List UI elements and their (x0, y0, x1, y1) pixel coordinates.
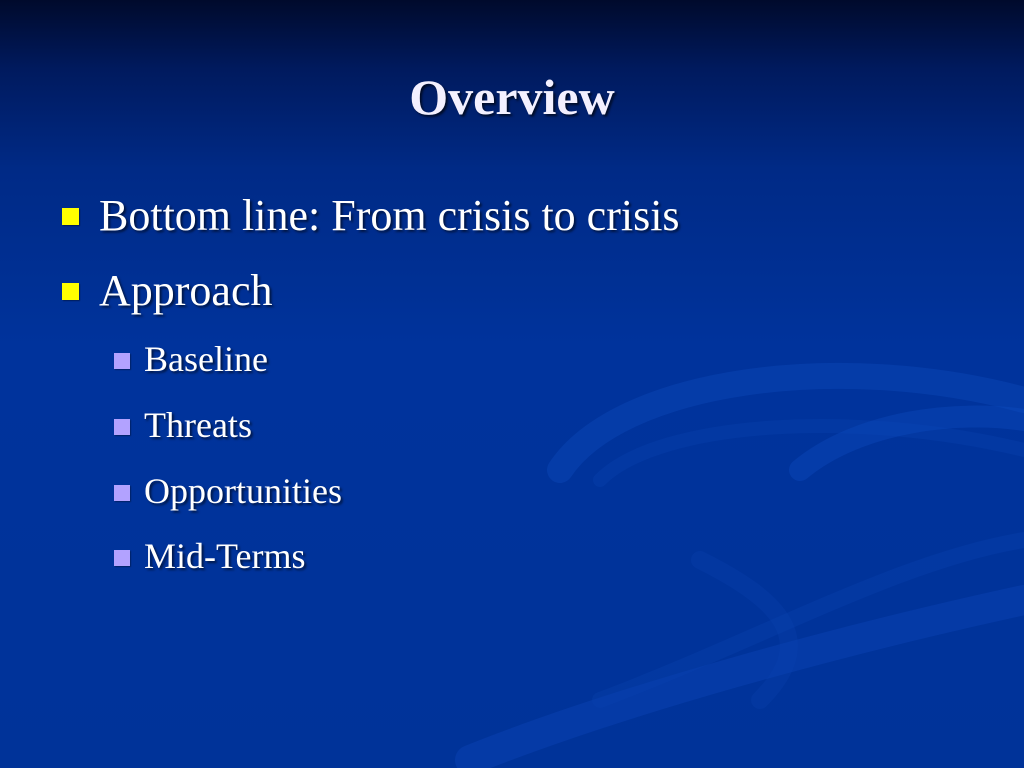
sub-bullet-item-opportunities (114, 468, 342, 514)
bullet-text: Baseline (144, 339, 268, 379)
sub-bullet-item-mid-terms (114, 533, 305, 579)
square-bullet-icon (114, 419, 130, 435)
square-bullet-icon (114, 485, 130, 501)
bullet-text: Approach (99, 266, 273, 315)
square-bullet-icon (62, 208, 79, 225)
square-bullet-icon (114, 353, 130, 369)
sub-bullet-item-baseline (114, 336, 268, 382)
bullet-text: Bottom line: From crisis to crisis (99, 191, 680, 240)
sub-bullet-item-threats (114, 402, 252, 448)
slide-title: Overview (409, 69, 615, 125)
bullet-item-bottom-line (62, 188, 680, 244)
square-bullet-icon (114, 550, 130, 566)
square-bullet-icon (62, 283, 79, 300)
bullet-text: Mid-Terms (144, 536, 306, 576)
bullet-text: Opportunities (144, 471, 342, 511)
bullet-item-approach (62, 263, 273, 319)
bullet-text: Threats (144, 405, 252, 445)
